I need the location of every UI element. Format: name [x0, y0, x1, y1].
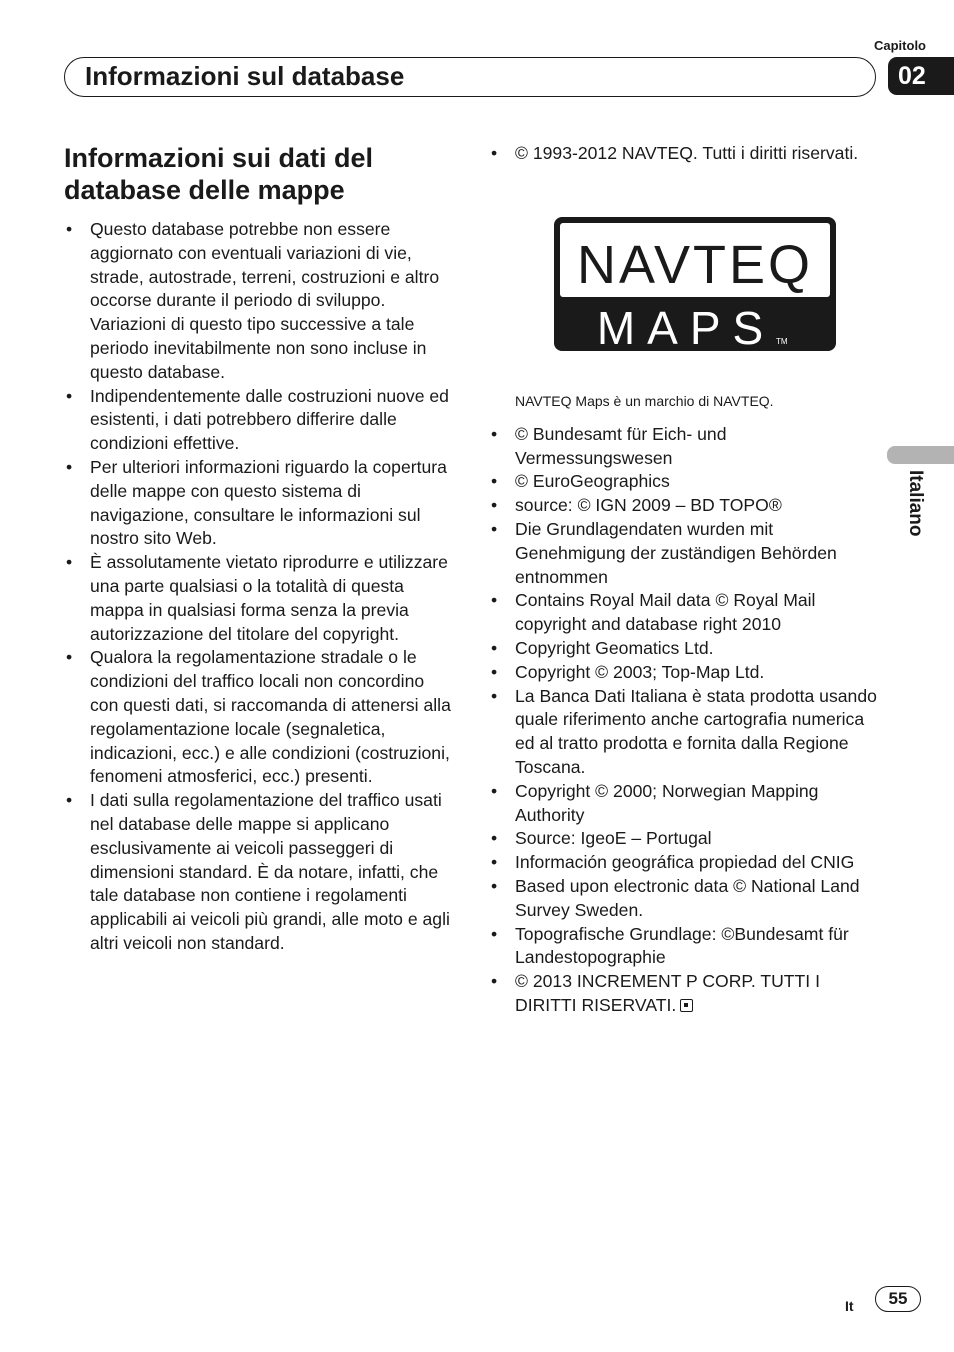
logo-caption: NAVTEQ Maps è un marchio di NAVTEQ.	[515, 392, 774, 409]
list-item: • Source: IgeoE – Portugal	[489, 827, 881, 851]
footer-lang-code: It	[845, 1298, 854, 1314]
language-tab	[887, 446, 954, 464]
copyright-list	[489, 423, 881, 1018]
list-item: • Questo database potrebbe non essere aggiornato con eventuali variazioni di vie, strade, autostrade, terreni, costruzioni e altro occorse durante il periodo di sviluppo. Variazioni di questo tipo successive a tale periodo inevitabilmente non sono incluse in questo database.	[64, 218, 454, 385]
list-item: • Per ulteriori informazioni riguardo la copertura delle mappe con questo sistema di navigazione, consultare le informazioni sul nostro sito Web.	[64, 456, 454, 551]
page-number: 55	[875, 1286, 921, 1312]
list-item: • È assolutamente vietato riprodurre e utilizzare una parte qualsiasi o la totalità di questa mappa in qualsiasi forma senza la previa autorizzazione del titolare del copyright.	[64, 551, 454, 646]
left-column	[64, 142, 454, 956]
list-item: • Copyright © 2003; Top-Map Ltd.	[489, 661, 881, 685]
list-item: • Qualora la regolamentazione stradale o le condizioni del traffico locali non concordino con questi dati, si raccomanda di attenersi alla regolamentazione locale (segnaletica, indicazioni, ecc.) e alle condizioni (costruzioni, fenomeni atmosferici, ecc.) presenti.	[64, 646, 454, 789]
list-item: • I dati sulla regolamentazione del traffico usati nel database delle mappe si applicano esclusivamente ai veicoli passeggeri di dimensioni standard. È da notare, infatti, che tale database non contiene i regolamenti applicabili ai veicoli più grandi, alle moto e agli altri veicoli non standard.	[64, 789, 454, 956]
left-bullet-list	[64, 218, 454, 956]
chapter-label: Capitolo	[874, 38, 926, 53]
right-column	[489, 142, 881, 1018]
logo-top-text: NAVTEQ	[576, 234, 814, 295]
end-mark-icon	[680, 999, 693, 1012]
chapter-number-tab: 02	[888, 57, 954, 95]
list-item: • © 1993-2012 NAVTEQ. Tutti i diritti riservati.	[489, 142, 881, 166]
list-item: • Información geográfica propiedad del CNIG	[489, 851, 881, 875]
list-item: • Based upon electronic data © National Land Survey Sweden.	[489, 875, 881, 923]
header-title: Informazioni sul database	[85, 61, 405, 91]
list-item: • Indipendentemente dalle costruzioni nuove ed esistenti, i dati potrebbero differire dalle condizioni effettive.	[64, 385, 454, 456]
list-item: • Topografische Grundlage: ©Bundesamt für Landestopographie	[489, 923, 881, 971]
list-item: • Copyright © 2000; Norwegian Mapping Authority	[489, 780, 881, 828]
logo-bottom-text: MAPS	[596, 301, 776, 351]
section-title: Informazioni sui dati del database delle mappe	[64, 143, 374, 205]
logo-tm: TM	[776, 336, 788, 346]
navteq-maps-logo	[554, 217, 836, 351]
list-item-text: © 2013 INCREMENT P CORP. TUTTI I DIRITTI RISERVATI.	[515, 971, 820, 1015]
list-item	[489, 970, 881, 1018]
list-item: • La Banca Dati Italiana è stata prodotta usando quale riferimento anche cartografia numerica ed al tratto prodotta e fornita dalla Regione Toscana.	[489, 685, 881, 780]
list-item: • © EuroGeographics	[489, 470, 881, 494]
list-item: • © Bundesamt für Eich- und Vermessungswesen	[489, 423, 881, 471]
language-label: Italiano	[905, 470, 926, 537]
list-item: • source: © IGN 2009 – BD TOPO®	[489, 494, 881, 518]
copyright-first-list	[489, 142, 881, 166]
list-item: • Contains Royal Mail data © Royal Mail copyright and database right 2010	[489, 589, 881, 637]
list-item: • Die Grundlagendaten wurden mit Genehmigung der zuständigen Behörden entnommen	[489, 518, 881, 589]
list-item: • Copyright Geomatics Ltd.	[489, 637, 881, 661]
navteq-logo-graphic	[554, 217, 836, 351]
header-bar	[64, 57, 876, 97]
